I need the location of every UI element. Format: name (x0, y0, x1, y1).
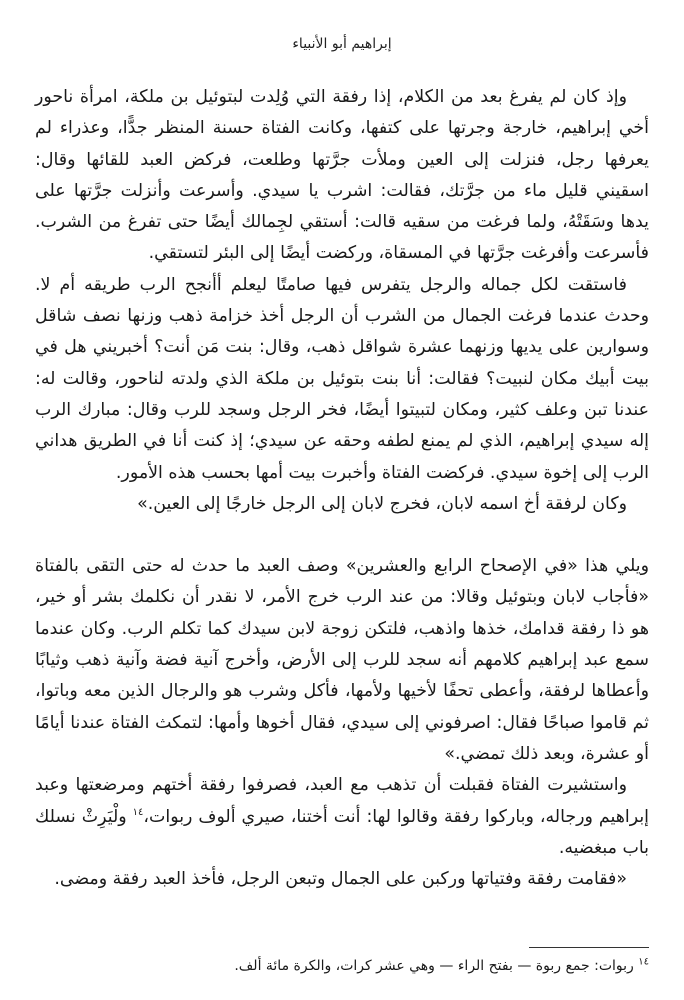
paragraph-3: وكان لرفقة أخ اسمه لابان، فخرج لابان إلى الرجل خارجًا إلى العين.» (137, 493, 627, 514)
footnote-reference[interactable]: ١٤ (132, 806, 144, 818)
footnote (35, 956, 649, 976)
footnote-number: ١٤ (638, 956, 649, 968)
body-text (35, 82, 649, 895)
paragraph-1: وإذ كان لم يفرغ بعد من الكلام، إذا رفقة التي وُلِدت لبتوئيل بن ملكة، امرأة ناحور أخي إبراهيم، خارجة وجرتها على كتفها، وكانت الفتاة حسنة المنظر جدًّا، وعذراء لم يعرفها رجل، فنزلت إلى العين وملأت جرَّتها وطلعت، فركض العبد للقائها وقال: اسقيني قليل ماء من جرَّتك، فقالت: اشرب يا سيدي. وأسرعت وأنزلت جرَّتها على يدها وسَقَتْهُ، ولما فرغت من سقيه قالت: أستقي لجِمالك أيضًا حتى تفرغ من الشرب. فأسرعت وأفرغت جرَّتها في المسقاة، وركضت أيضًا إلى البئر لتستقي. (35, 87, 649, 264)
footnote-text: ربوات: جمع ربوة — بفتح الراء — وهي عشر كرات، والكرة مائة ألف. (234, 958, 634, 974)
paragraph-5-text-continued: ولْيَرِثْ نسلك باب مبغضيه. (35, 806, 649, 858)
paragraph-6: «فقامت رفقة وفتياتها وركبن على الجمال وتبعن الرجل، فأخذ العبد رفقة ومضى. (54, 869, 627, 890)
paragraph-5-text: واستشيرت الفتاة فقبلت أن تذهب مع العبد، فصرفوا رفقة أختهم ومرضعتها وعبد إبراهيم ورجاله، وباركوا رفقة وقالوا لها: أنت أختنا، صيري ألوف ربوات، (35, 775, 649, 827)
footnote-divider (529, 947, 649, 948)
section-gap (35, 520, 649, 551)
running-header: إبراهيم أبو الأنبياء (292, 36, 392, 52)
paragraph-2: فاستقت لكل جماله والرجل يتفرس فيها صامتًا ليعلم أأنجح الرب طريقه أم لا. وحدث عندما فرغت الجمال من الشرب أن الرجل أخذ خزامة ذهب وزنها نصف شاقل وسوارين على يديها وزنهما عشرة شواقل ذهب، وقال: بنت مَن أنت؟ أخبريني هل في بيت أبيك مكان لنبيت؟ فقالت: أنا بنت بتوئيل بن ملكة الذي ولدته لناحور، وقالت له: عندنا تبن وعلف كثير، ومكان لتبيتوا أيضًا، فخر الرجل وسجد للرب وقال: مبارك الرب إله سيدي إبراهيم، الذي لم يمنع لطفه وحقه عن سيدي؛ إذ كنت أنا في الطريق هداني الرب إلى إخوة سيدي. فركضت الفتاة وأخبرت بيت أمها بحسب هذه الأمور. (35, 274, 649, 483)
paragraph-5 (35, 770, 649, 864)
paragraph-4: ويلي هذا «في الإصحاح الرابع والعشرين» وصف العبد ما حدث له حتى التقى بالفتاة «فأجاب لابان وبتوئيل وقالا: من عند الرب خرج الأمر، لا نقدر أن نكلمك بشر أو خير، هو ذا رفقة قدامك، خذها واذهب، فلتكن زوجة لابن سيدك كما تكلم الرب. وكان عندما سمع عبد إبراهيم كلامهم أنه سجد للرب إلى الأرض، وأخرج آنية فضة وآنية ذهب وثيابًا وأعطاها لرفقة، وأعطى تحفًا لأخيها ولأمها، فأكل وشرب هو والرجال الذين معه وباتوا، ثم قاموا صباحًا فقال: اصرفوني إلى سيدي، فقال أخوها وأمها: لتمكث الفتاة عندنا أيامًا أو عشرة، وبعد ذلك تمضي.» (35, 556, 649, 764)
